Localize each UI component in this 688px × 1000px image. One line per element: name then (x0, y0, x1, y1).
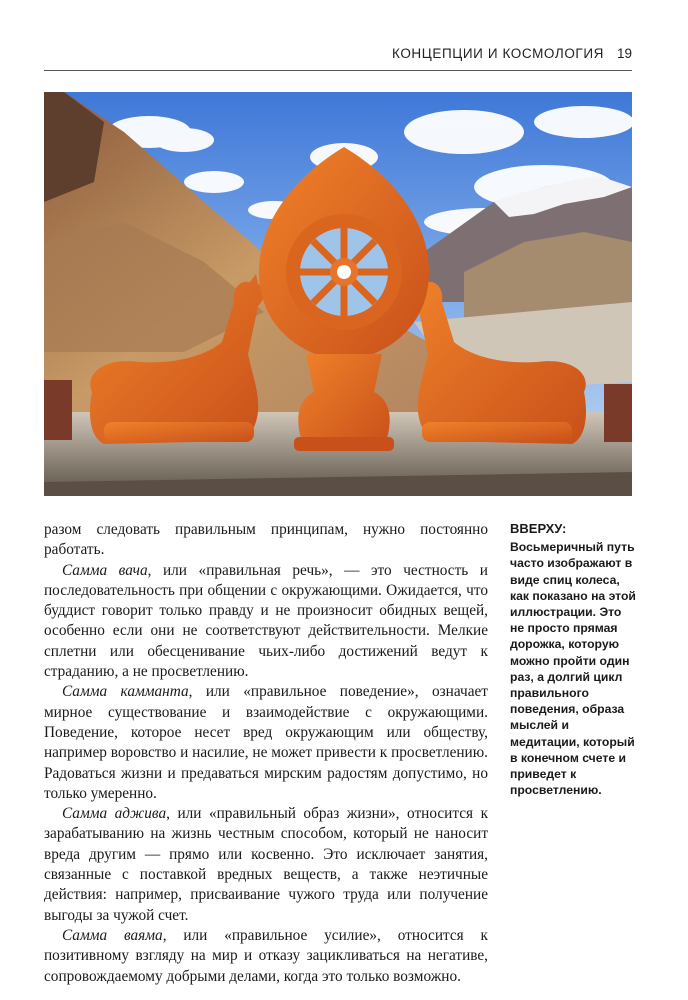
dharma-wheel-photo (44, 92, 632, 496)
main-text (44, 520, 488, 987)
paragraph (44, 561, 488, 683)
term-samma-vacha: Самма вача (62, 561, 148, 579)
paragraph-text: , или «правильное усилие», относится к позитивному взгляду на мир и отказу зацикливаться на негативе, сопровождаемому добрыми делами, когда это только возможно. (44, 926, 488, 985)
term-samma-kammanta: Самма камманта (62, 683, 189, 701)
running-header (44, 44, 632, 71)
paragraph (44, 926, 488, 987)
photo-caption (510, 521, 636, 798)
paragraph: разом следовать правильным принципам, нужно постоянно работать. (44, 521, 488, 559)
term-samma-vayama: Самма ваяма (62, 926, 163, 944)
paragraph-text: , или «правильное поведение», означает мирное существование и взаимодействие с окружающими. Поведение, которое несет вред окружающим или обществу, например воровство и насилие, не может привести к просветлению. Радоваться жизни и предаваться мирским радостям допустимо, но только умеренно. (44, 683, 488, 802)
caption-text: Восьмеричный путь часто изображают в виде спиц колеса, как показано на этой иллюстрации. Это не просто прямая дорожка, которую можно пройти один раз, а долгий цикл правильного поведения, образа мыслей и медитации, который в конечном счете и приведет к просветлению. (510, 540, 636, 798)
section-title: КОНЦЕПЦИИ И КОСМОЛОГИЯ (392, 46, 604, 61)
term-samma-ajiva: Самма аджива (62, 805, 167, 823)
paragraph (44, 682, 488, 804)
paragraph (44, 804, 488, 926)
paragraph-text: , или «правильный образ жизни», относится к зарабатыванию на жизнь честным способом, который не наносит вреда другим — прямо или косвенно. Это исключает занятия, связанные с поставкой вредных веществ, а также неэтичные действия: например, присваивание чужого труда или получение выгоды за чужой счет. (44, 805, 488, 924)
page-number: 19 (616, 46, 632, 61)
paragraph-text: , или «правильная речь», — это честность и последовательность при общении с окружающими. Ожидается, что буддист говорит только правду и не произносит обидных вещей, особенно если они не соответствуют действительности. Мелкие сплетни или обесценивание чьих-либо достижений ведут к страданию, а не просветлению. (44, 561, 488, 681)
caption-label: ВВЕРХУ: (510, 521, 567, 536)
